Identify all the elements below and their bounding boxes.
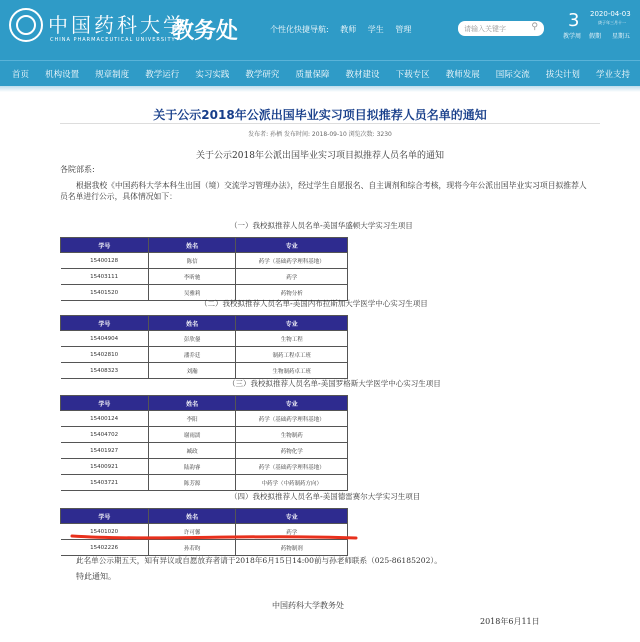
table-cell: 生物制药卓工班	[236, 363, 348, 379]
signature: 中国药科大学教务处	[272, 601, 344, 610]
nav-item[interactable]: 机构设置	[45, 69, 80, 80]
quick-link-admin[interactable]: 管理	[395, 25, 412, 34]
table-cell: 15404904	[61, 331, 149, 347]
table-cell: 药物化学	[236, 443, 348, 459]
notice-text: 此名单公示期五天，知有异议或自愿放弃者请于2018年6月15日14:00前与孙老师联系（025-86185202）。	[76, 556, 442, 565]
nav-item[interactable]: 质量保障	[295, 69, 330, 80]
table-cell: 生物制药	[236, 427, 348, 443]
table-cell: 药学	[236, 524, 348, 540]
table-cell: 李昕驰	[148, 269, 236, 285]
nav-item[interactable]: 学业支持	[595, 69, 630, 80]
column-header: 姓名	[148, 316, 236, 331]
table-cell: 15403721	[61, 475, 149, 491]
table-cell: 药物分析	[236, 285, 348, 301]
table-cell: 制药工程卓工班	[236, 347, 348, 363]
table-cell: 中药学（中药制药方向）	[236, 475, 348, 491]
section-heading: （三）我校拟推荐人员名单-美国罗格斯大学医学中心实习生项目	[228, 379, 441, 388]
table-cell: 彭欣鋆	[148, 331, 236, 347]
nav-item[interactable]: 下载专区	[395, 69, 430, 80]
nav-item[interactable]: 国际交流	[495, 69, 530, 80]
column-header: 学号	[61, 316, 149, 331]
table-cell: 孙若昀	[148, 540, 236, 556]
column-header: 姓名	[148, 396, 236, 411]
column-header: 专业	[236, 316, 348, 331]
table-cell: 药物制剂	[236, 540, 348, 556]
table-cell: 许可馨	[148, 524, 236, 540]
dept-name: 教务处	[172, 19, 239, 44]
table-cell: 15401020	[61, 524, 149, 540]
article-subtitle: 关于公示2018年公派出国毕业实习项目拟推荐人员名单的通知	[196, 151, 444, 161]
nav-item[interactable]: 实习实践	[195, 69, 230, 80]
section-heading: （一）我校拟推荐人员名单-美国华盛顿大学实习生项目	[230, 221, 413, 230]
quick-nav-label: 个性化快捷导航:	[270, 25, 329, 34]
table-cell: 15400128	[61, 253, 149, 269]
week-label: 教学周	[563, 33, 582, 40]
table-cell: 潘乔廷	[148, 347, 236, 363]
greeting: 各院部系:	[60, 165, 95, 174]
section-heading: （二）我校拟推荐人员名单-美国内布拉斯加大学医学中心实习生项目	[200, 299, 428, 308]
column-header: 学号	[61, 238, 149, 253]
column-header: 专业	[236, 509, 348, 524]
nav-item[interactable]: 教师发展	[445, 69, 480, 80]
article-meta: 发布者: 孙栖 发布时间: 2018-09-10 浏览次数: 3230	[248, 131, 392, 138]
column-header: 专业	[236, 238, 348, 253]
university-name: 中国药科大学	[48, 13, 186, 37]
table-cell: 15401520	[61, 285, 149, 301]
column-header: 专业	[236, 396, 348, 411]
nav-item[interactable]: 规章制度	[95, 69, 130, 80]
table-cell: 15400921	[61, 459, 149, 475]
nav-item[interactable]: 教材建设	[345, 69, 380, 80]
nav-item[interactable]: 拔尖计划	[545, 69, 580, 80]
table-cell: 15404702	[61, 427, 149, 443]
table-cell: 李阳	[148, 411, 236, 427]
table-cell: 药学	[236, 269, 348, 285]
intro-paragraph: 根据我校《中国药科大学本科生出国（境）交流学习管理办法》，经过学生自愿报名、自主调剂和综合考核，现将今年公派出国毕业实习项目拟推荐人员名单进行公示，具体情况如下：	[60, 181, 587, 201]
table-cell: 15403111	[61, 269, 149, 285]
closing-text: 特此通知。	[76, 572, 116, 581]
search-placeholder: 请输入关键字	[464, 25, 506, 33]
column-header: 姓名	[148, 238, 236, 253]
nav-item[interactable]: 教学研究	[245, 69, 280, 80]
university-name-en: CHINA PHARMACEUTICAL UNIVERSITY	[50, 37, 176, 43]
table-cell: 陈信	[148, 253, 236, 269]
nav-item[interactable]: 首页	[12, 69, 30, 80]
table-cell: 生物工程	[236, 331, 348, 347]
search-icon[interactable]: ⚲	[531, 22, 538, 32]
table-cell: 谢雨濡	[148, 427, 236, 443]
column-header: 学号	[61, 396, 149, 411]
article-title: 关于公示2018年公派出国毕业实习项目拟推荐人员名单的通知	[153, 108, 487, 122]
table-cell: 15402226	[61, 540, 149, 556]
table-cell: 吴雅莉	[148, 285, 236, 301]
table-cell: 15402810	[61, 347, 149, 363]
lunar-date: 庚子年三月十一	[598, 20, 626, 25]
sign-date: 2018年6月11日	[480, 617, 540, 626]
holiday-label: 假期	[589, 33, 602, 40]
quick-link-teacher[interactable]: 教师	[340, 25, 357, 34]
column-header: 学号	[61, 509, 149, 524]
table-cell: 15401927	[61, 443, 149, 459]
quick-link-student[interactable]: 学生	[367, 25, 384, 34]
table-cell: 15400124	[61, 411, 149, 427]
column-header: 姓名	[148, 509, 236, 524]
table-cell: 药学（基础药学理科基地）	[236, 253, 348, 269]
table-cell: 药学（基础药学理科基地）	[236, 411, 348, 427]
date: 2020-04-03	[590, 10, 631, 18]
nav-item[interactable]: 教学运行	[145, 69, 180, 80]
table-cell: 臧政	[148, 443, 236, 459]
section-heading: （四）我校拟推荐人员名单-美国德雷赛尔大学实习生项目	[230, 492, 421, 501]
weekday: 星期五	[612, 33, 631, 40]
table-cell: 15408323	[61, 363, 149, 379]
table-cell: 陆韵睿	[148, 459, 236, 475]
table-cell: 陈芳源	[148, 475, 236, 491]
table-cell: 刘瀚	[148, 363, 236, 379]
table-cell: 药学（基础药学理科基地）	[236, 459, 348, 475]
week-number: 3	[568, 10, 580, 31]
